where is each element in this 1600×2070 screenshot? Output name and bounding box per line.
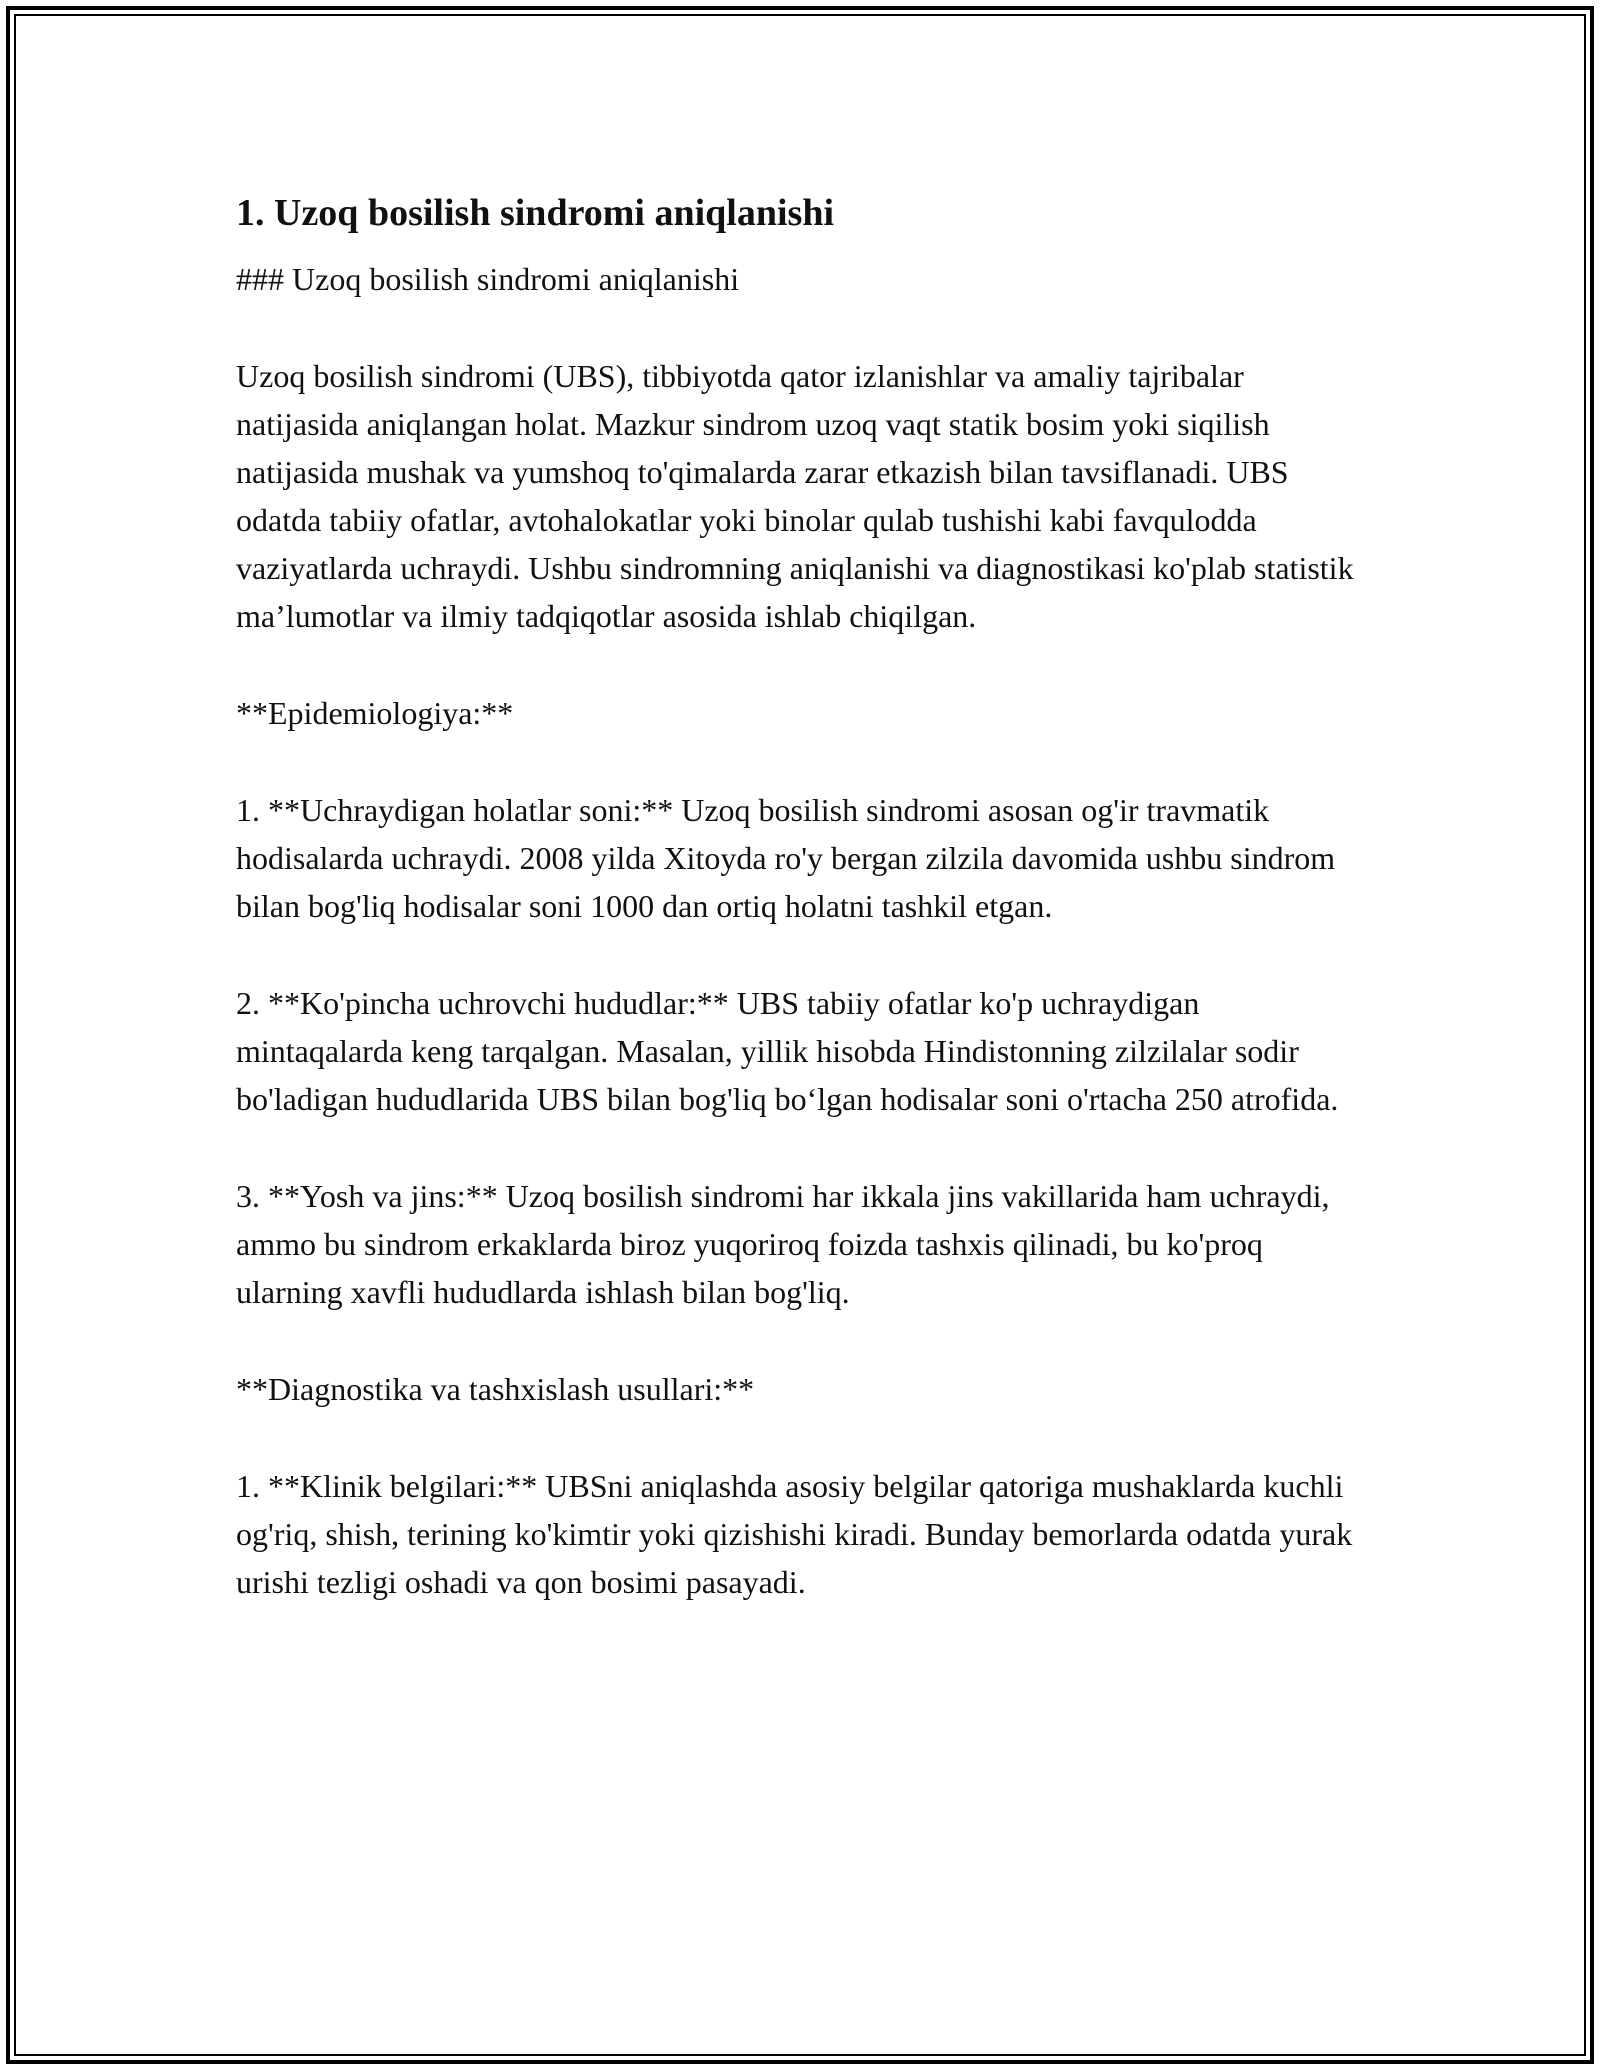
subheading: ### Uzoq bosilish sindromi aniqlanishi <box>236 261 740 297</box>
epidemiology-item: 1. **Uchraydigan holatlar soni:** Uzoq bosilish sindromi asosan og'ir travmatik hodisalarda uchraydi. 2008 yilda Xitoyda ro'y bergan zilzila davomida ushbu sindrom bilan bog'liq hodisalar soni 1000 dan ortiq holatni tashkil etgan. <box>236 792 1336 924</box>
intro-paragraph: Uzoq bosilish sindromi (UBS), tibbiyotda qator izlanishlar va amaliy tajribalar natijasida aniqlangan holat. Mazkur sindrom uzoq vaqt statik bosim yoki siqilish natijasida mushak va yumshoq to'qimalarda zarar etkazish bilan tavsiflanadi. UBS odatda tabiiy ofatlar, avtohalokatlar yoki binolar qulab tushishi kabi favqulodda vaziyatlarda uchraydi. Ushbu sindromning aniqlanishi va diagnostikasi ko'plab statistik ma’lumotlar va ilmiy tadqiqotlar asosida ishlab chiqilgan. <box>236 358 1354 634</box>
epidemiology-item: 2. **Ko'pincha uchrovchi hududlar:** UBS tabiiy ofatlar ko'p uchraydigan mintaqalarda keng tarqalgan. Masalan, yillik hisobda Hindistonning zilzilalar sodir bo'ladigan hududlarida UBS bilan bog'liq bo‘lgan hodisalar soni o'rtacha 250 atrofida. <box>236 985 1339 1117</box>
document-title: 1. Uzoq bosilish sindromi aniqlanishi <box>236 192 835 234</box>
epidemiology-heading: **Epidemiologiya:** <box>236 695 514 731</box>
diagnostics-heading: **Diagnostika va tashxislash usullari:** <box>236 1371 755 1407</box>
epidemiology-item: 3. **Yosh va jins:** Uzoq bosilish sindromi har ikkala jins vakillarida ham uchraydi, ammo bu sindrom erkaklarda biroz yuqoriroq foizda tashxis qilinadi, bu ko'proq ularning xavfli hududlarda ishlash bilan bog'liq. <box>236 1178 1330 1310</box>
diagnostics-item: 1. **Klinik belgilari:** UBSni aniqlashda asosiy belgilar qatoriga mushaklarda kuchli og'riq, shish, terining ko'kimtir yoki qizishishi kiradi. Bunday bemorlarda odatda yurak urishi tezligi oshadi va qon bosimi pasayadi. <box>236 1468 1353 1600</box>
document-body <box>236 185 1356 1606</box>
